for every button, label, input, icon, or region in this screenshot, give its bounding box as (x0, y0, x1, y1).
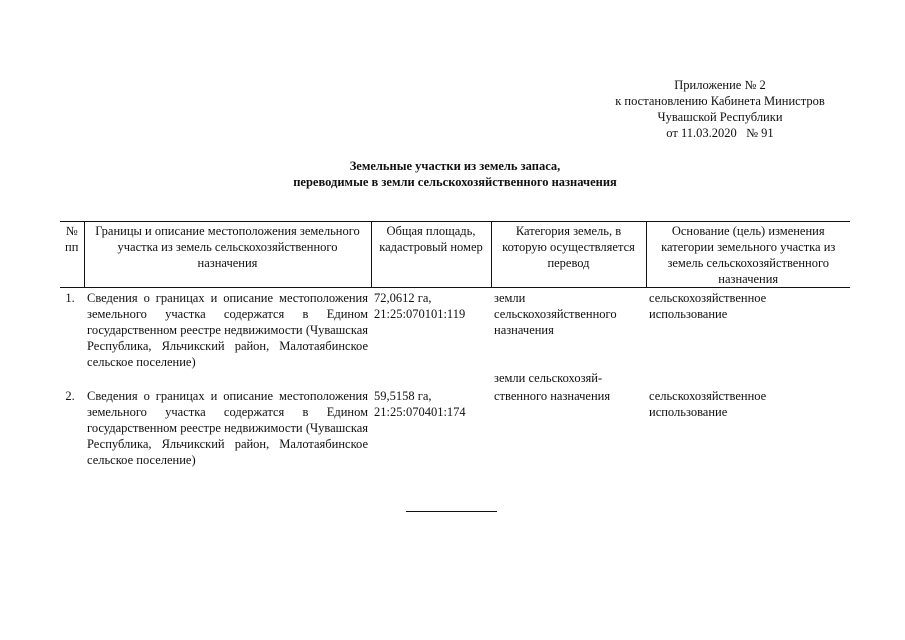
row-area: 59,5158 га, (374, 389, 432, 403)
row-category: земли сельскохозяйственного назначения (494, 291, 617, 337)
table-row-spacer (60, 370, 850, 388)
row-area-cell (371, 388, 491, 468)
header-number: № пп (60, 222, 84, 288)
document-title (240, 158, 670, 190)
row-cadastral-number: 21:25:070101:119 (374, 307, 466, 321)
title-line-2: переводимые в земли сельскохозяйственного назначения (293, 175, 617, 189)
annex-republic: Чувашской Республики (657, 110, 783, 124)
table-row (60, 288, 850, 371)
title-line-1: Земельные участки из земель запаса, (349, 159, 561, 173)
header-description: Границы и описание местоположения земельного участка из земель сельскохозяйственного назначения (84, 222, 371, 288)
row-category-top: земли сельскохозяй- (494, 371, 603, 385)
row-description: Сведения о границах и описание местоположения земельного участка содержатся в Едином государственном реестре недвижимости (Чувашская Республика, Яльчикский район, Малотаябинское сельское поселение) (87, 291, 368, 369)
header-basis: Основание (цель) изменения категории земельного участка из земель сельскохозяйственного назначения (646, 222, 850, 288)
row-basis: сельскохозяйственное использование (649, 389, 767, 419)
row-category: ственного назначения (494, 389, 611, 403)
land-plots-table (60, 221, 850, 468)
table-row (60, 388, 850, 468)
row-description: Сведения о границах и описание местоположения земельного участка содержатся в Едином государственном реестре недвижимости (Чувашская Республика, Яльчикский район, Малотаябинское сельское поселение) (87, 389, 368, 467)
header-category: Категория земель, в которую осуществляется перевод (491, 222, 646, 288)
row-number: 1. (65, 291, 75, 305)
end-separator-line (406, 511, 497, 512)
row-cadastral-number: 21:25:070401:174 (374, 405, 466, 419)
row-area-cell (371, 288, 491, 371)
annex-number: Приложение № 2 (674, 78, 766, 92)
annex-date: от 11.03.2020 № 91 (666, 126, 774, 140)
row-area: 72,0612 га, (374, 291, 432, 305)
row-number: 2. (65, 389, 75, 403)
table-header-row (60, 222, 850, 288)
row-basis: сельскохозяйственное использование (649, 291, 767, 321)
header-area: Общая площадь, кадастровый номер (371, 222, 491, 288)
annex-block (595, 77, 845, 141)
annex-resolution: к постановлению Кабинета Министров (615, 94, 825, 108)
